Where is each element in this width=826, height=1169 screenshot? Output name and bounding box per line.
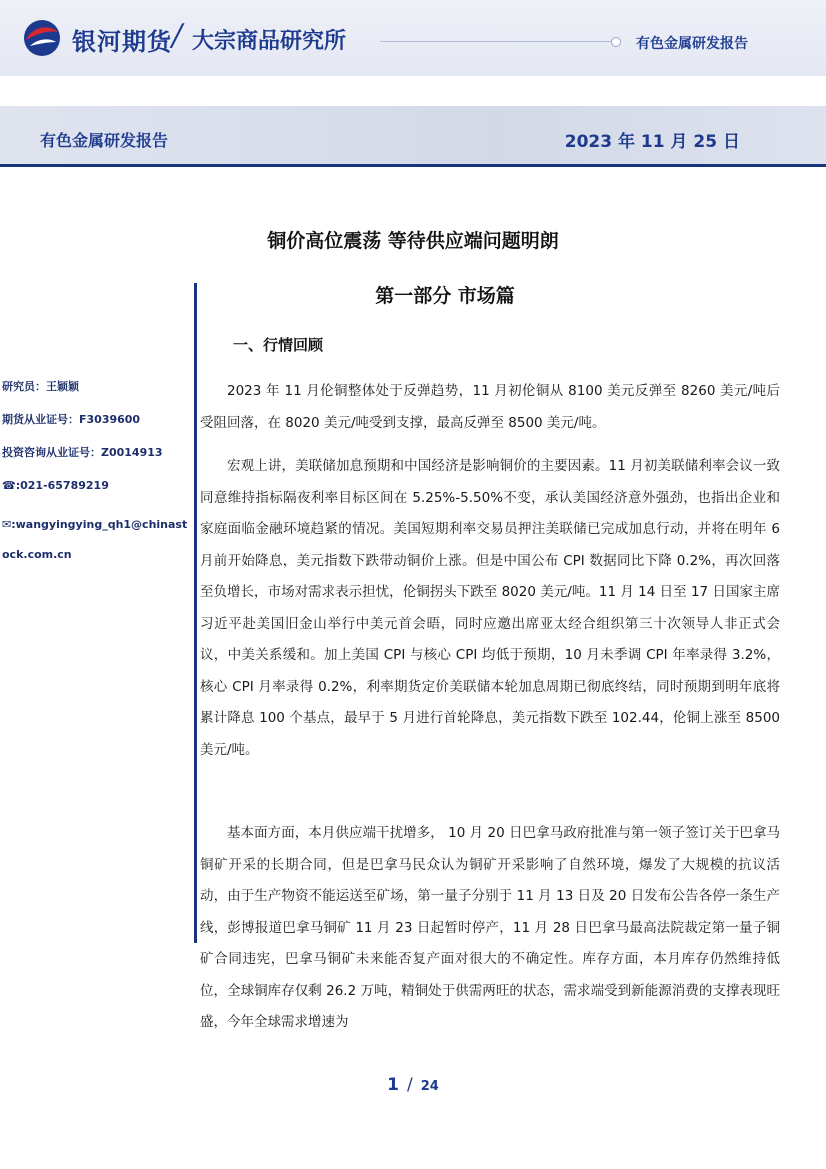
- analyst-email[interactable]: ✉:wangyingying_qh1@chinastock.com.cn: [2, 518, 188, 561]
- page-header: [0, 0, 826, 76]
- paragraph-fundamentals: 基本面方面，本月供应端干扰增多， 10 月 20 日巴拿马政府批准与第一领子签订关于巴拿马铜矿开采的长期合同，但是巴拿马民众认为铜矿开采影响了自然环境，爆发了大规模的抗议活动，由于生产物资不能运送至矿场，第一量子分别于 11 月 13 日及 20 日发布公告各停一条生产线，彭博报道巴拿马铜矿 11 月 23 日起暂时停产，11 月 28 日巴拿马最高法院裁定第一量子铜矿合同违宪，巴拿马铜矿未来能否复产面对很大的不确定性。库存方面，本月库存仍然维持低位，全球铜库存仅剩 26.2 万吨，精铜处于供需两旺的状态，需求端受到新能源消费的支撑表现旺盛，今年全球需求增速为: [200, 825, 780, 1030]
- brand-divider: /: [172, 18, 183, 53]
- paragraph-market-review: 2023 年 11 月伦铜整体处于反弹趋势，11 月初伦铜从 8100 美元反弹至 8260 美元/吨后受阻回落，在 8020 美元/吨受到支撑，最高反弹至 8500 美元/吨。: [200, 383, 780, 431]
- analyst-advisory-cert: 投资咨询从业证号：Z0014913: [2, 446, 163, 459]
- galaxy-logo-icon: [22, 18, 62, 58]
- total-pages: 24: [420, 1079, 439, 1094]
- header-rule: [380, 41, 612, 42]
- report-band: [0, 106, 826, 167]
- part-title: 第一部分 市场篇: [375, 285, 515, 307]
- sidebar-divider: [194, 283, 197, 943]
- report-date: 2023 年 11 月 25 日: [564, 132, 740, 152]
- division-name: 大宗商品研究所: [192, 29, 347, 54]
- current-page: 1: [387, 1075, 399, 1095]
- analyst-futures-cert: 期货从业证号：F3039600: [2, 413, 141, 426]
- report-type: 有色金属研发报告: [40, 131, 169, 150]
- page-separator: /: [407, 1075, 413, 1095]
- header-rule-dot: [611, 37, 621, 47]
- report-title: 铜价高位震荡 等待供应端问题明朗: [267, 230, 559, 252]
- analyst-phone: ☎:021-65789219: [2, 479, 109, 492]
- brand-name: 银河期货: [72, 28, 172, 56]
- paragraph-macro: 宏观上讲，美联储加息预期和中国经济是影响铜价的主要因素。11 月初美联储利率会议一致同意维持指标隔夜利率目标区间在 5.25%-5.50%不变，承认美国经济意外强劲，也指出企业和家庭面临金融环境趋紧的情况。美国短期利率交易员押注美联储已完成加息行动，并将在明年 6 月前开始降息，美元指数下跌带动铜价上涨。但是中国公布 CPI 数据同比下降 0.2%，再次回落至负增长，市场对需求表示担忧，伦铜拐头下跌至 8020 美元/吨。11 月 14 日至 17 日国家主席习近平赴美国旧金山举行中美元首会晤，同时应邀出席亚太经合组织第三十次领导人非正式会议，中美关系缓和。加上美国 CPI 与核心 CPI 均低于预期，10 月未季调 CPI 年率录得 3.2%，核心 CPI 月率录得 0.2%，利率期货定价美联储本轮加息周期已彻底终结，同时预期到明年底将累计降息 100 个基点，最早于 5 月进行首轮降息，美元指数下跌至 102.44，伦铜上涨至 8500 美元/吨。: [200, 458, 780, 758]
- section-heading: 一、行情回顾: [233, 336, 324, 354]
- header-report-tag: 有色金属研发报告: [636, 36, 748, 52]
- analyst-researcher: 研究员：王颖颖: [2, 380, 79, 393]
- page-number: [0, 1075, 826, 1095]
- analyst-info: [2, 378, 190, 570]
